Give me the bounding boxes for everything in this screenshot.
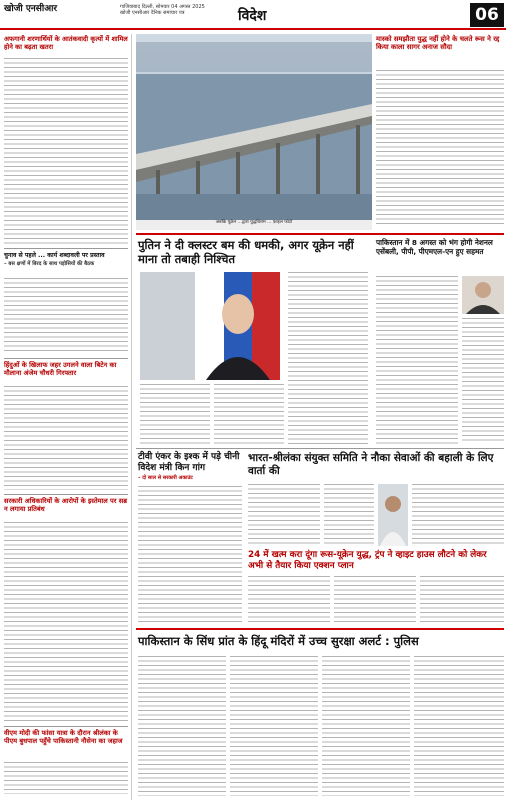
lanka-ferry-body-b: [324, 484, 374, 546]
article-navy-title: वीएम मोदी की फांसा यात्रा के दौरान श्रीलंका के पीएम बुधपाल पहुँचे पाकिस्तानी नौसेना का जहाज: [4, 729, 123, 745]
sindh-alert-body-b: [230, 656, 318, 796]
paper-name: खोजी एनसीआर: [4, 4, 58, 14]
masthead: [0, 0, 506, 30]
sindh-alert-body-c: [322, 656, 410, 796]
edition-meta: [120, 4, 205, 16]
putin-body-a: [140, 384, 210, 444]
lanka-leader-photo: [378, 484, 408, 546]
divider: [4, 358, 128, 359]
photo-caption: जबकि यूक्रेन ...द्वारा युद्धविराम ... फ़ाइल फोटो: [136, 220, 372, 230]
tv-anchor-title: टीवी एंकर के इश्क में पड़े चीनी विदेश मंत्री किन गांग: [138, 452, 240, 473]
divider: [4, 726, 128, 727]
grain-deal-title: मास्को समझौता युद्ध नहीं होने के चलते रूस ने रद्द किया काला सागर अनाज सौदा: [376, 35, 500, 51]
article-afghan-title: अफगानी शरणार्थियों के आतंकवादी कृत्यों में शामिल होने का बढ़ता खतरा: [4, 35, 128, 51]
trump-plan-body-a: [248, 576, 330, 624]
sindh-alert-body-a: [138, 656, 226, 796]
putin-body-c: [288, 272, 368, 444]
sindh-alert-title: पाकिस्तान के सिंध प्रांत के हिंदू मंदिरों में उच्च सुरक्षा अलर्ट : पुलिस: [138, 634, 419, 648]
section-title: विदेश: [238, 8, 267, 24]
sindh-alert-body-d: [414, 656, 504, 796]
article-officials-body: [4, 522, 128, 722]
lanka-ferry-body-a: [248, 484, 320, 546]
pakistan-assembly-body: [376, 276, 458, 444]
article-officials-title: सरकारी अधिकारियों के आरोपों के इस्तेमाल पर सब्र न लगाया प्रतिबंध: [4, 497, 127, 513]
divider: [4, 248, 128, 249]
lanka-ferry-title: भारत-श्रीलंका संयुक्त समिति ने नौका सेवाओं की बहाली के लिए वार्ता की: [248, 452, 494, 477]
pakistan-assembly-title: पाकिस्तान में 8 अगस्त को भंग होगी नेशनल एसेंबली, पीपी, पीएमएल-एन हुए सहमत: [376, 238, 493, 256]
tv-anchor-subtitle: – दो साल से सरकारी अकाउंट: [138, 475, 193, 481]
article-afghan-body: [4, 58, 128, 244]
trump-plan-body-c: [420, 576, 504, 624]
putin-photo: [140, 272, 195, 380]
article-cleric-title: हिंदुओं के खिलाफ जहर उगलने वाला बिटेन का मौलाना अंजेम चौधरी गिरफ्तार: [4, 361, 117, 377]
right-top-article: [376, 34, 504, 230]
article-election-body: [4, 278, 128, 354]
putin-headline: पुतिन ने दी क्लस्टर बम की धमकी, अगर यूक्रेन नहीं माना तो तबाही निश्चित: [138, 238, 354, 266]
divider: [4, 494, 128, 495]
left-column: [0, 34, 132, 800]
article-cleric-body: [4, 386, 128, 490]
tv-anchor-body: [138, 486, 242, 624]
lead-photo-block: [136, 34, 372, 230]
divider: [136, 448, 504, 449]
article-navy-body: [4, 762, 128, 794]
lanka-ferry-body-c: [412, 484, 504, 546]
page-number: 06: [470, 3, 504, 27]
pakistan-assembly-body-b: [462, 318, 504, 444]
pm-photo: [462, 276, 504, 314]
putin-body-b: [214, 384, 284, 444]
trump-plan-body-b: [334, 576, 416, 624]
trump-plan-title: 24 में खत्म करा दूंगा रूस-यूक्रेन युद्ध, ट्रंप ने व्हाइट हाउस लौटने को लेकर अभी से तैयार किया एक्शन प्लान: [248, 550, 487, 571]
section-rule: [136, 628, 504, 630]
article-election-title: चुनाव से पहले ... कार्य शब्दावली पर प्रस्ताव: [4, 252, 105, 259]
paper-tagline: खोजी एनसीआर दैनिक समाचार पत्र: [120, 10, 185, 16]
grain-deal-body: [376, 70, 504, 226]
article-election-subtitle: – बस क्षणों में बिरद के साथ पड़ोसियों की बैठक: [4, 261, 95, 267]
date-line: गाजियाबाद दिल्ली, सोमवार 04 अगस्त 2025: [120, 4, 205, 10]
section-rule: [136, 233, 504, 235]
putin-portrait: [196, 272, 280, 380]
bridge-photo: [136, 34, 372, 220]
